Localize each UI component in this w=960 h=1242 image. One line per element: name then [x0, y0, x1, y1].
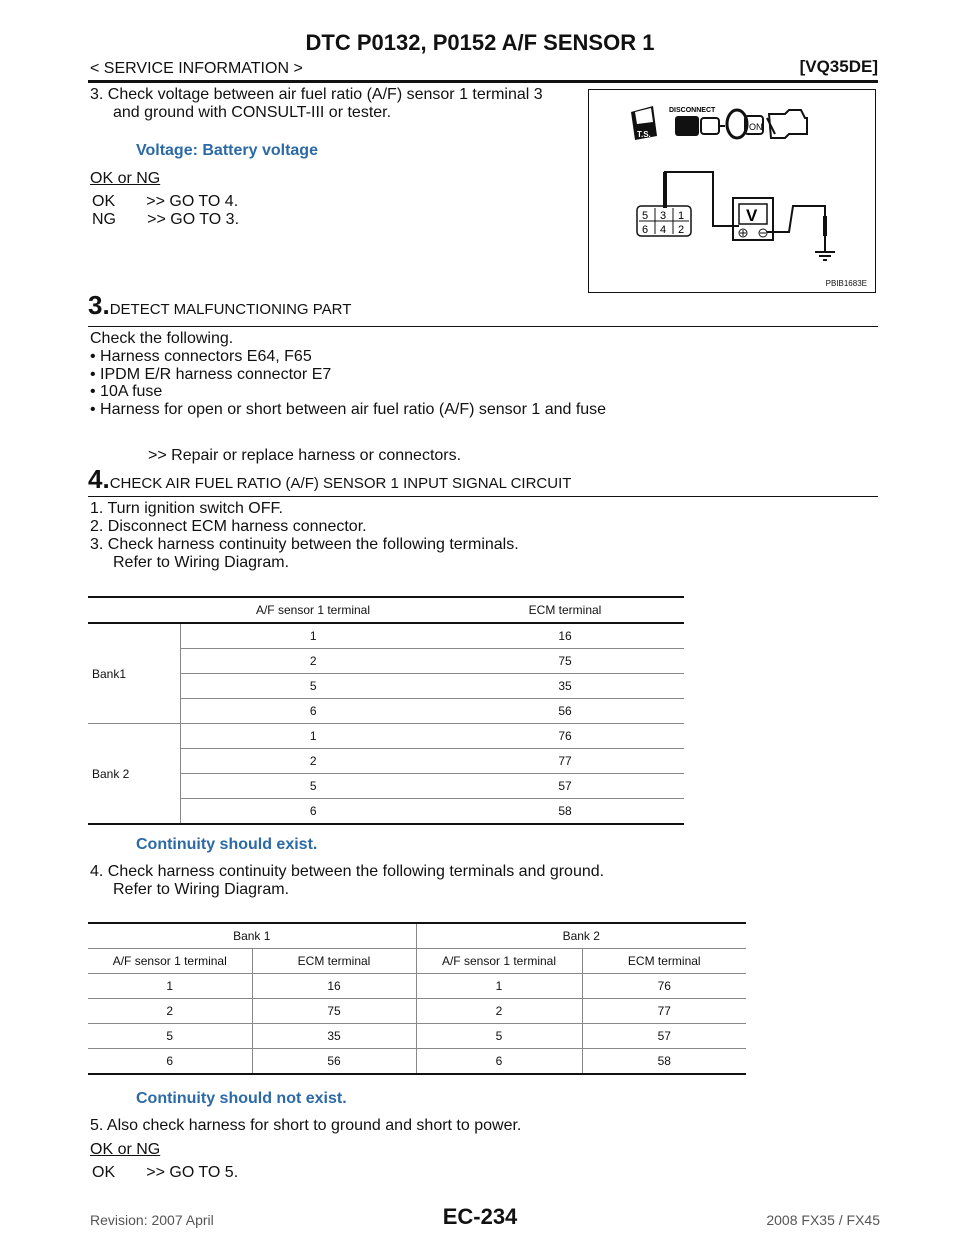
step3-heading-text: DETECT MALFUNCTIONING PART [109, 301, 352, 318]
step4-substep: 3. Check harness continuity between the following terminals. [90, 536, 519, 553]
table-cell: 5 [180, 774, 446, 799]
table-cell: 35 [252, 1024, 416, 1049]
svg-text:5: 5 [642, 210, 649, 222]
table-cell: 1 [180, 724, 446, 749]
table-cell: 16 [252, 974, 416, 999]
table-header-cell: A/F sensor 1 terminal [180, 597, 446, 623]
header-rule [88, 80, 878, 83]
svg-text:ON: ON [749, 122, 763, 132]
table-cell: 1 [88, 974, 252, 999]
step3-item: • Harness connectors E64, F65 [90, 348, 312, 365]
connector-icon [637, 206, 691, 236]
table-header-cell: ECM terminal [582, 949, 746, 974]
table-cell: 58 [582, 1049, 746, 1075]
step3-number: 3. [88, 290, 110, 320]
table-cell: 76 [446, 724, 684, 749]
table-row [88, 1024, 746, 1049]
table-cell: 56 [252, 1049, 416, 1075]
ok-result: OK >> GO TO 4. [92, 193, 239, 210]
table-cell: 2 [180, 649, 446, 674]
table-cell: 6 [180, 799, 446, 825]
step3-intro: Check the following. [90, 330, 234, 347]
table-row [88, 974, 746, 999]
table-cell: 6 [180, 699, 446, 724]
section-label: < SERVICE INFORMATION > [90, 60, 303, 77]
step5-instruction: 5. Also check harness for short to ground and short to power. [90, 1117, 522, 1134]
table-header-cell: ECM terminal [446, 597, 684, 623]
ground-icon [815, 240, 835, 260]
svg-text:4: 4 [660, 224, 667, 236]
table-cell: 1 [180, 623, 446, 649]
table-cell: 16 [446, 623, 684, 649]
table-cell: 2 [416, 999, 582, 1024]
table-row [88, 1049, 746, 1075]
voltage-spec: Voltage: Battery voltage [136, 142, 318, 159]
table-cell: 5 [88, 1024, 252, 1049]
table-header-row [88, 597, 684, 623]
step4-substep: 4. Check harness continuity between the following terminals and ground. [90, 863, 605, 880]
table-cell: 6 [88, 1049, 252, 1075]
table-cell: 5 [180, 674, 446, 699]
step3-result: >> Repair or replace harness or connectors. [148, 447, 462, 464]
table-cell: 35 [446, 674, 684, 699]
table-cell: 58 [446, 799, 684, 825]
step3-heading [88, 290, 351, 321]
ng-result: NG >> GO TO 3. [92, 211, 240, 228]
page-number: EC-234 [442, 1204, 518, 1229]
table-cell: 76 [582, 974, 746, 999]
step4-number: 4. [88, 464, 110, 494]
page-title: DTC P0132, P0152 A/F SENSOR 1 [305, 30, 655, 55]
table-header-row [88, 949, 746, 974]
step3-item: • Harness for open or short between air fuel ratio (A/F) sensor 1 and fuse [90, 401, 607, 418]
table-header-cell: Bank 1 [88, 923, 416, 949]
disconnect-icon [669, 107, 725, 136]
table-header-cell: Bank 2 [416, 923, 746, 949]
step4-substep: Refer to Wiring Diagram. [113, 881, 290, 898]
table-cell: 5 [416, 1024, 582, 1049]
step3-rule [88, 326, 878, 327]
table-cell: 75 [252, 999, 416, 1024]
step4-substep: 2. Disconnect ECM harness connector. [90, 518, 367, 535]
engine-label: [VQ35DE] [799, 57, 878, 76]
svg-text:DISCONNECT: DISCONNECT [669, 107, 716, 114]
continuity-table-1 [88, 596, 684, 825]
ok-or-ng-label: OK or NG [90, 1141, 161, 1158]
ignition-key-icon [727, 110, 763, 138]
table-row [88, 724, 684, 749]
table-cell: 57 [446, 774, 684, 799]
svg-text:2: 2 [678, 224, 685, 236]
bank-label: Bank1 [88, 623, 180, 724]
table-header-cell [88, 597, 180, 623]
table-cell: 57 [582, 1024, 746, 1049]
svg-text:V: V [746, 206, 758, 225]
table-cell: 2 [88, 999, 252, 1024]
step4-rule [88, 496, 878, 497]
table-header-cell: A/F sensor 1 terminal [416, 949, 582, 974]
table-row [88, 999, 746, 1024]
table-cell: 77 [582, 999, 746, 1024]
step4-substep: Refer to Wiring Diagram. [113, 554, 290, 571]
table-cell: 56 [446, 699, 684, 724]
step3-item: • IPDM E/R harness connector E7 [90, 366, 332, 383]
svg-text:3: 3 [660, 210, 667, 222]
svg-text:1: 1 [678, 210, 685, 222]
model-label: 2008 FX35 / FX45 [766, 1212, 880, 1228]
step3-item: • 10A fuse [90, 383, 163, 400]
revision-label: Revision: 2007 April [90, 1212, 214, 1228]
svg-text:6: 6 [642, 224, 649, 236]
ts-booklet-icon [631, 106, 657, 140]
step4-substep: 1. Turn ignition switch OFF. [90, 500, 283, 517]
bank-label: Bank 2 [88, 724, 180, 825]
ok-result: OK >> GO TO 5. [92, 1164, 239, 1181]
voltage-check-diagram [588, 89, 876, 293]
step4-heading [88, 464, 571, 495]
table-cell: 6 [416, 1049, 582, 1075]
voltmeter-icon [733, 198, 773, 240]
table-cell: 75 [446, 649, 684, 674]
table-header-row [88, 923, 746, 949]
step4-heading-text: CHECK AIR FUEL RATIO (A/F) SENSOR 1 INPUT SIGNAL CIRCUIT [109, 475, 572, 492]
table-cell: 2 [180, 749, 446, 774]
step3-instruction-line1: 3. Check voltage between air fuel ratio (A/F) sensor 1 terminal 3 [90, 86, 543, 103]
table-header-cell: ECM terminal [252, 949, 416, 974]
engine-icon [767, 110, 807, 138]
table-header-cell: A/F sensor 1 terminal [88, 949, 252, 974]
continuity-spec-1: Continuity should exist. [136, 836, 318, 853]
table-row [88, 623, 684, 649]
ok-or-ng-label: OK or NG [90, 170, 161, 187]
diagram-code: PBIB1683E [825, 279, 867, 288]
continuity-table-2 [88, 922, 746, 1075]
diagram-svg [589, 90, 877, 294]
table-cell: 1 [416, 974, 582, 999]
step3-instruction-line2: and ground with CONSULT-III or tester. [113, 104, 392, 121]
table-cell: 77 [446, 749, 684, 774]
continuity-spec-2: Continuity should not exist. [136, 1090, 347, 1107]
svg-text:T.S.: T.S. [637, 130, 651, 139]
